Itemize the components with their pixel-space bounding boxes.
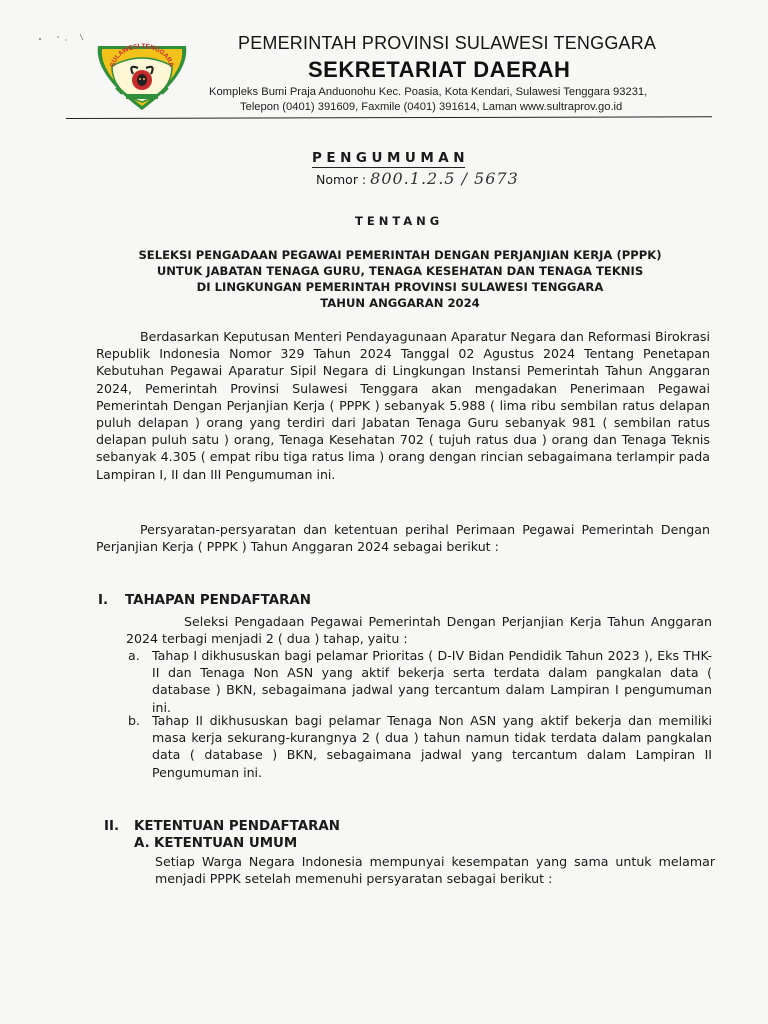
list-item-label: b. [128, 713, 140, 728]
section-1-intro: Seleksi Pengadaan Pegawai Pemerintah Dengan Perjanjian Kerja Tahun Anggaran 2024 terbagi menjadi 2 ( dua ) tahap, yaitu : [126, 614, 712, 647]
section-1-heading [98, 593, 311, 608]
announcement-title: PENGUMUMAN [312, 150, 470, 166]
subsection-a-text: Setiap Warga Negara Indonesia mempunyai kesempatan yang sama untuk melamar menjadi PPPK setelah memenuhi persyaratan sebagai berikut : [155, 854, 715, 887]
body-paragraph-2: Persyaratan-persyaratan dan ketentuan perihal Perimaan Pegawai Pemerintah Dengan Perjanjian Kerja ( PPPK ) Tahun Anggaran 2024 sebagai berikut : [96, 522, 710, 555]
subject-line: SELEKSI PENGADAAN PEGAWAI PEMERINTAH DENGAN PERJANJIAN KERJA (PPPK) [138, 248, 662, 262]
provincial-emblem-icon [92, 36, 192, 112]
list-item-label: a. [128, 648, 140, 663]
body-paragraph-1: Berdasarkan Keputusan Menteri Pendayagunaan Aparatur Negara dan Reformasi Birokrasi Republik Indonesia Nomor 329 Tahun 2024 Tanggal 02 Agustus 2024 Tentang Penetapan Kebutuhan Pegawai Aparatur Sipil Negara di Lingkungan Instansi Pemerintah Tahun Anggaran 2024, Pemerintah Provinsi Sulawesi Tenggara akan mengadakan Penerimaan Pegawai Pemerintah Dengan Perjanjian Kerja ( PPPK ) sebanyak 5.988 ( lima ribu sembilan ratus delapan puluh delapan ) orang yang terdiri dari Jabatan Tenaga Guru sebanyak 981 ( sembilan ratus delapan puluh satu ) orang, Tenaga Kesehatan 702 ( tujuh ratus dua ) orang dan Tenaga Teknis sebanyak 4.305 ( empat ribu tiga ratus lima ) orang dengan rincian sebagaimana terlampir pada Lampiran I, II dan III Pengumuman ini. [96, 329, 710, 482]
section-title: KETENTUAN PENDAFTARAN [134, 819, 340, 834]
list-item [128, 712, 712, 802]
section-2-heading [104, 819, 340, 834]
section-title: TAHAPAN PENDAFTARAN [125, 593, 311, 608]
scan-artifact-icon [36, 30, 96, 44]
number-value: 800.1.2.5 / 5673 [370, 169, 519, 188]
announcement-subject [94, 247, 706, 311]
letterhead-government: PEMERINTAH PROVINSI SULAWESI TENGGARA [238, 33, 657, 53]
subsection-title: KETENTUAN UMUM [154, 836, 298, 851]
subsection-number: A. [134, 836, 150, 851]
letterhead-office: SEKRETARIAT DAERAH [308, 57, 571, 82]
tentang-heading: TENTANG [355, 214, 444, 228]
letterhead-contact: Telepon (0401) 391609, Faxmile (0401) 391614, Laman www.sultraprov.go.id [240, 101, 623, 113]
letterhead-address: Kompleks Bumi Praja Anduonohu Kec. Poasia, Kota Kendari, Sulawesi Tenggara 93231, [209, 86, 648, 98]
announcement-number [316, 169, 519, 188]
list-item-text: Tahap I dikhususkan bagi pelamar Prioritas ( D-IV Bidan Pendidik Tahun 2023 ), Eks THK-II dan Tenaga Non ASN yang aktif bekerja serta terdata dalam pangkalan data ( database ) BKN, sebagaimana jadwal yang tercantum dalam Lampiran I pengumuman ini. [152, 648, 712, 715]
section-number: II. [104, 819, 120, 834]
list-item-text: Tahap II dikhususkan bagi pelamar Tenaga Non ASN yang aktif bekerja dan memiliki masa kerja sekurang-kurangnya 2 ( dua ) tahun namun tidak terdata dalam pangkalan data ( database ) BKN, sebagaimana jadwal yang tercantum dalam Lampiran II Pengumuman ini. [152, 713, 712, 780]
section-number: I. [98, 593, 109, 608]
number-label: Nomor : [316, 172, 367, 187]
subject-line: UNTUK JABATAN TENAGA GURU, TENAGA KESEHATAN DAN TENAGA TEKNIS [156, 264, 644, 278]
emblem-lettering: SULAWESI TENGGARA [109, 42, 175, 68]
letterhead-divider [66, 116, 712, 119]
subject-line: TAHUN ANGGARAN 2024 [320, 296, 480, 310]
list-item [128, 647, 712, 717]
subject-line: DI LINGKUNGAN PEMERINTAH PROVINSI SULAWESI TENGGARA [196, 280, 604, 294]
subsection-a-heading [134, 836, 297, 851]
